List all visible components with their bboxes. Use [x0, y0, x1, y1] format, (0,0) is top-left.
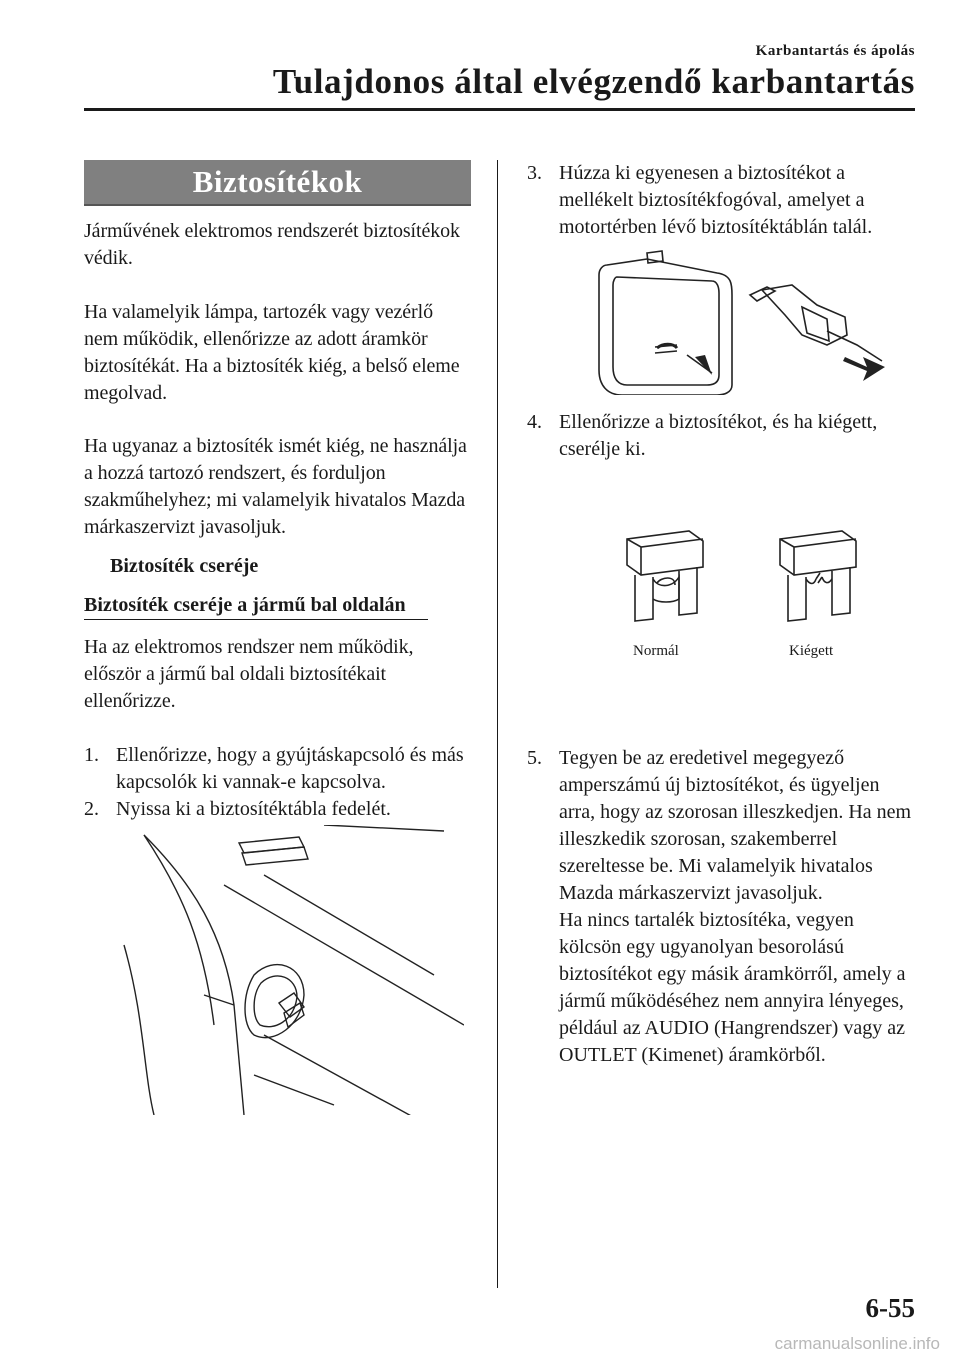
right-column: [527, 160, 917, 1069]
check-left-paragraph: Ha az elektromos rendszer nem működik, először a jármű bal oldali biztosítékait ellenőrizze.: [84, 636, 414, 712]
step-4-text: Ellenőrizze a biztosítékot, és ha kiégett, cserélje ki.: [559, 411, 878, 460]
step-5-number: 5.: [527, 747, 542, 769]
step-1-text: Ellenőrizze, hogy a gyújtáskapcsoló és más kapcsolók ki vannak-e kapcsolva.: [116, 744, 464, 793]
lamp-paragraph: Ha valamelyik lámpa, tartozék vagy vezérlő nem működik, ellenőrizze az adott áramkör biztosítékát. Ha a biztosíték kiég, a belső eleme megolvad.: [84, 301, 460, 404]
step-5-text: Tegyen be az eredetivel megegyező amperszámú új biztosítékot, és ügyeljen arra, hogy az szorosan illeszkedjen. Ha nem illeszkedik szorosan, szakemberrel szereltesse be. Mi valamelyik hivatalos Mazda márkaszervizt javasoljuk. Ha nincs tartalék biztosítéka, vegyen kölcsön egy ugyanolyan besorolású biztosítékot egy másik áramkörről, amely a jármű működéséhez nem annyira lényeges, például az AUDIO (Hangrendszer) vagy az OUTLET (Kimenet) áramkörből.: [559, 747, 912, 1066]
fuse-normal-illustration: [619, 527, 709, 627]
repeat-paragraph: Ha ugyanaz a biztosíték ismét kiég, ne használja a hozzá tartozó rendszert, és forduljon szakműhelyhez; mi valamelyik hivatalos Mazda márkaszervizt javasoljuk.: [84, 435, 467, 538]
watermark: carmanualsonline.info: [774, 1334, 940, 1353]
column-divider: [497, 160, 498, 1288]
step-3: [527, 160, 917, 241]
step-4-number: 4.: [527, 411, 542, 433]
intro-paragraph: Járművének elektromos rendszerét biztosítékok védik.: [84, 220, 460, 269]
left-column: [84, 160, 471, 1115]
fuse-panel-cover-illustration: [104, 825, 464, 1115]
fuse-comparison: [527, 527, 917, 697]
section-banner: Biztosítékok: [84, 160, 471, 206]
fuse-blown-illustration: [772, 527, 862, 627]
page-number: 6-55: [865, 1293, 915, 1323]
step-3-text: Húzza ki egyenesen a biztosítékot a mellékelt biztosítékfogóval, amelyet a motortérben lévő biztosítéktáblán talál.: [559, 162, 873, 238]
step-1-number: 1.: [84, 744, 99, 766]
step-4: [527, 409, 917, 463]
header-section-label: Karbantartás és ápolás: [755, 43, 915, 59]
fuse-blown-label: Kiégett: [789, 643, 834, 659]
step-1: [84, 742, 471, 796]
header-title: Tulajdonos által elvégzendő karbantartás: [272, 62, 915, 101]
step-3-number: 3.: [527, 162, 542, 184]
step-2-number: 2.: [84, 798, 99, 820]
step-2-text: Nyissa ki a biztosítéktábla fedelét.: [116, 798, 391, 820]
steps-list-left: [84, 742, 471, 823]
step-5: [527, 745, 917, 1069]
fuse-normal-label: Normál: [633, 643, 679, 659]
left-side-heading: Biztosíték cseréje a jármű bal oldalán: [84, 592, 428, 620]
step-2: [84, 796, 471, 823]
fuse-puller-illustration: [527, 245, 917, 395]
replacement-heading: Biztosíték cseréje: [110, 555, 259, 577]
header-rule: [84, 108, 915, 111]
